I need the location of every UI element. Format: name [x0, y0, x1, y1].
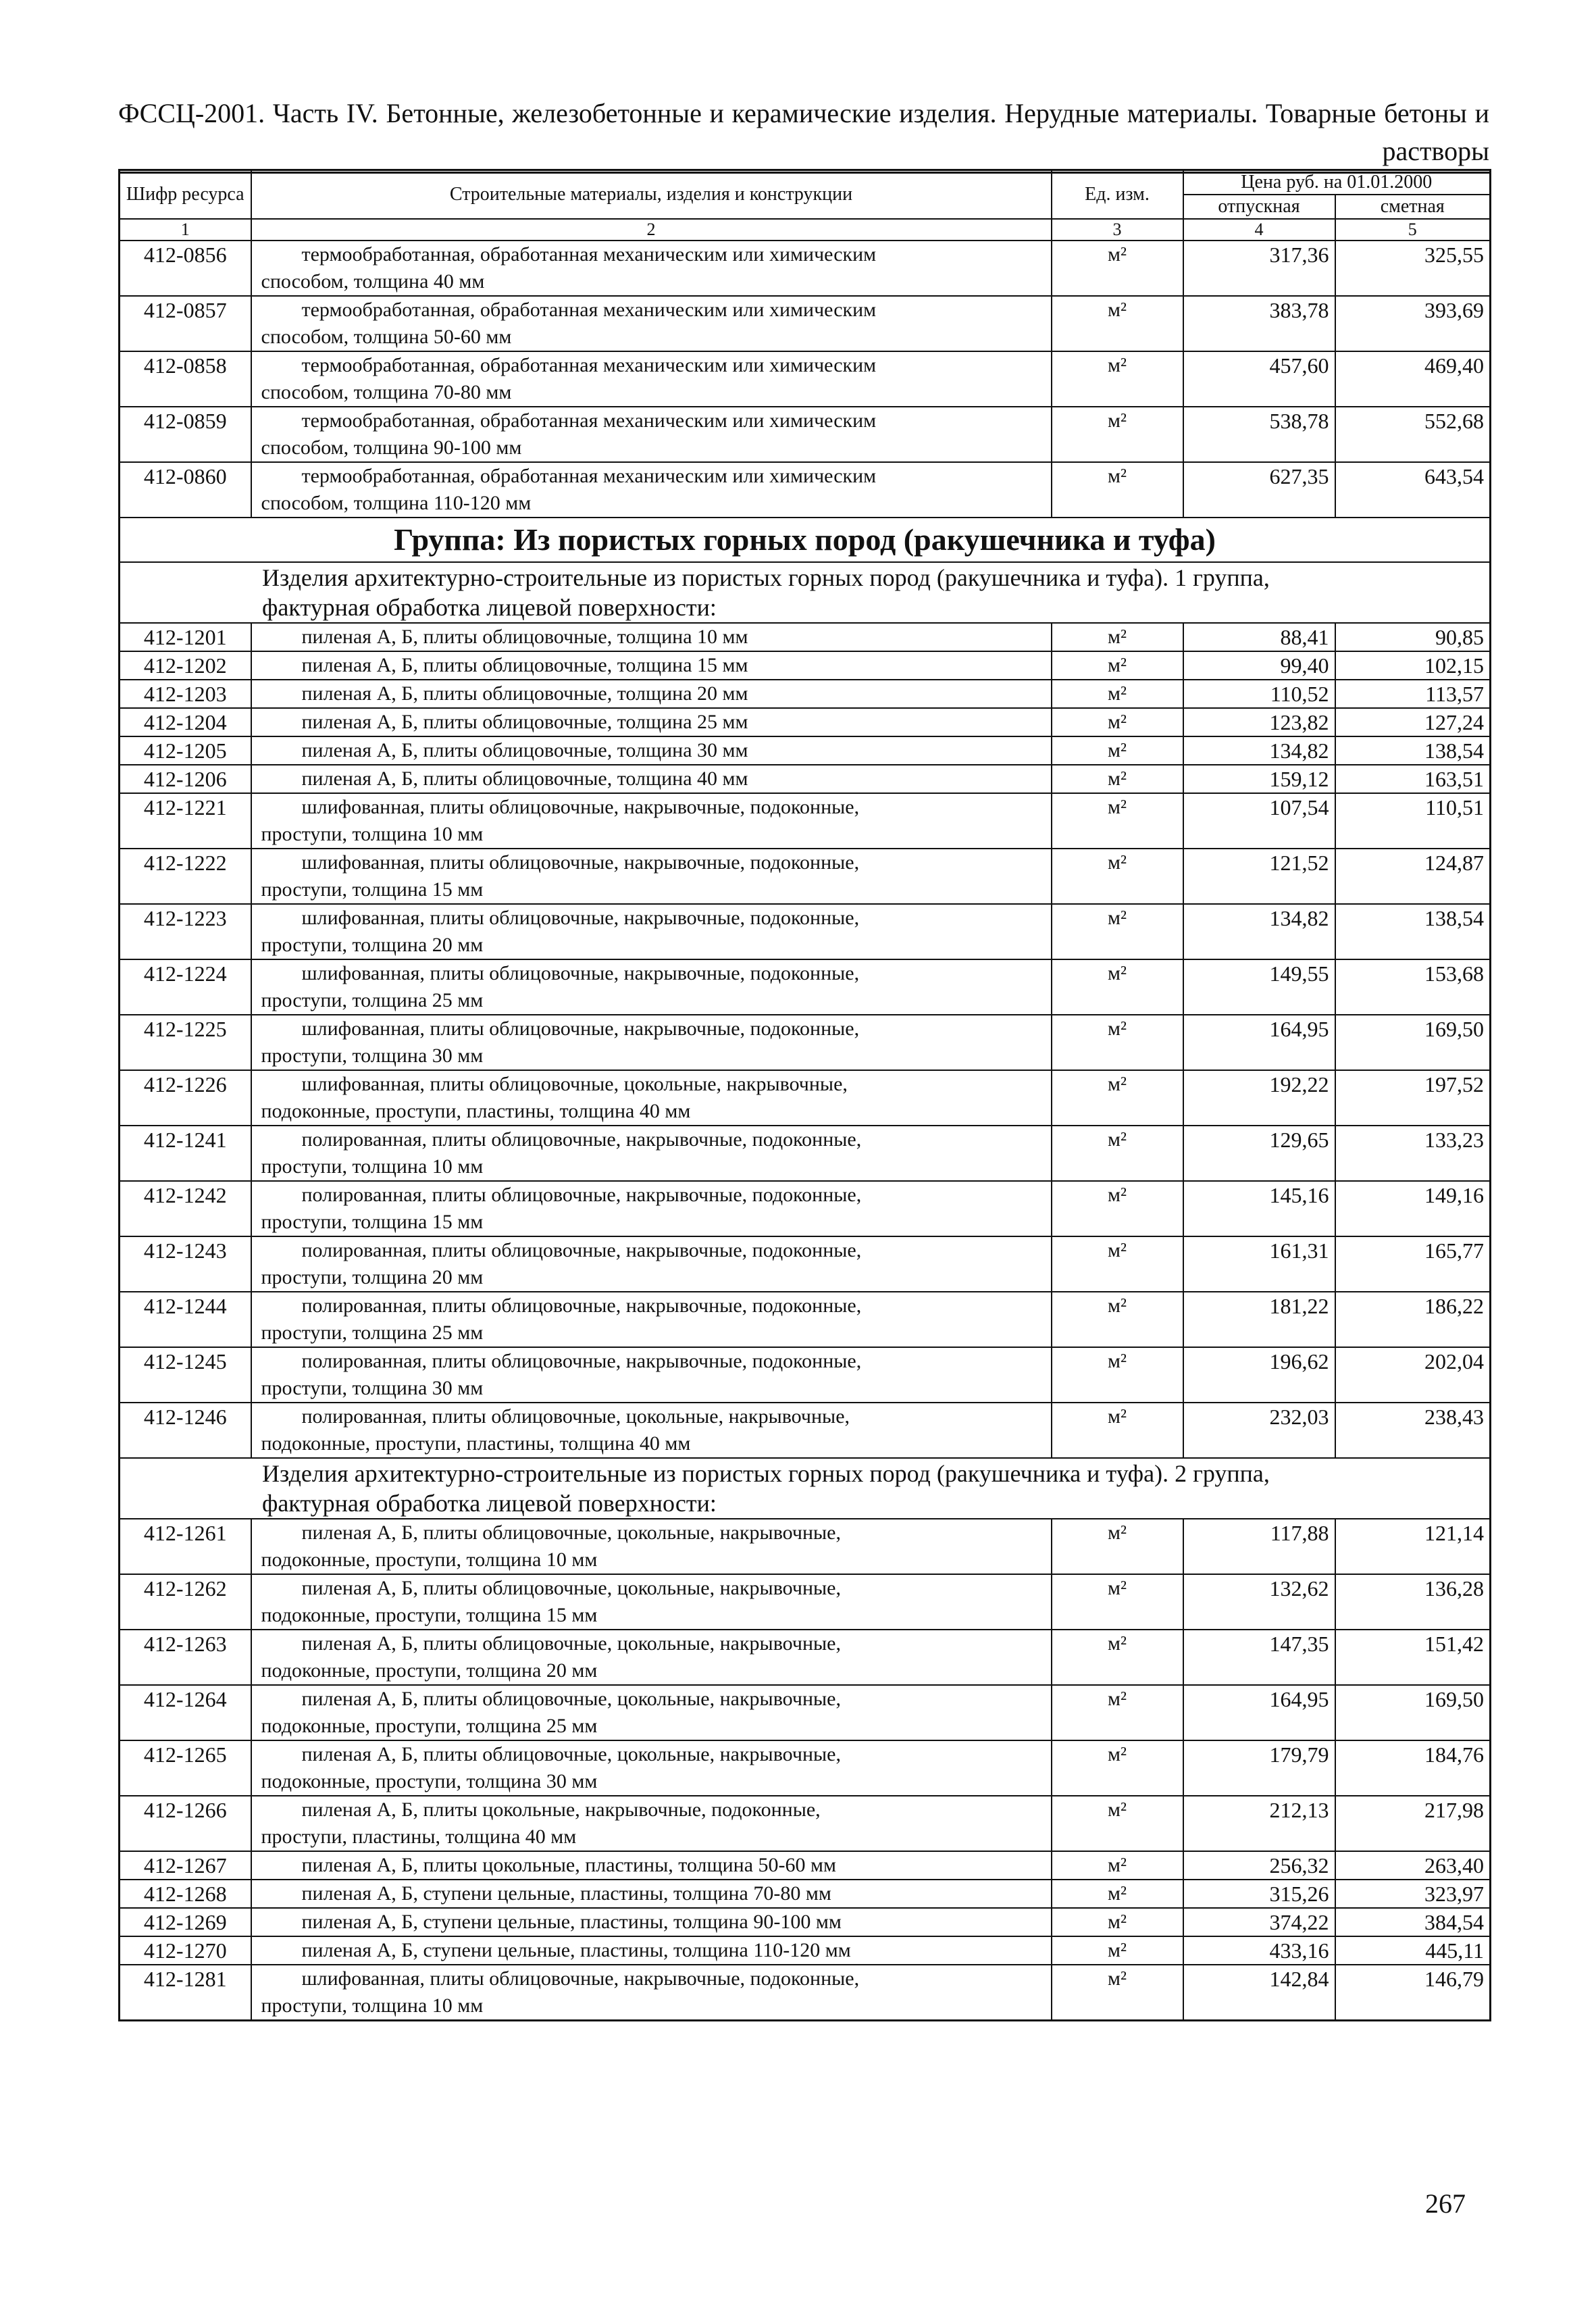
description-line: проступи, толщина 20 мм — [261, 934, 484, 956]
unit-of-measure: м² — [1052, 793, 1183, 849]
description-line: термообработанная, обработанная механическим или химическим — [301, 243, 877, 266]
item-description — [251, 1181, 1052, 1236]
estimate-price: 184,76 — [1335, 1740, 1491, 1796]
resource-code: 412-1270 — [120, 1936, 251, 1965]
item-description — [251, 765, 1052, 793]
resource-code: 412-1266 — [120, 1796, 251, 1851]
item-description — [251, 351, 1052, 407]
unit-of-measure: м² — [1052, 736, 1183, 765]
table-row — [120, 1574, 1491, 1630]
estimate-price: 186,22 — [1335, 1292, 1491, 1347]
column-header-price: Цена руб. на 01.01.2000 — [1183, 170, 1491, 195]
item-description — [251, 462, 1052, 518]
item-description — [251, 651, 1052, 680]
description-line: шлифованная, плиты облицовочные, накрывочные, подоконные, — [301, 1017, 860, 1040]
column-number: 5 — [1335, 219, 1491, 241]
description-line: пиленая А, Б, ступени цельные, пластины, толщина 70-80 мм — [301, 1882, 831, 1905]
description-line: пиленая А, Б, плиты цокольные, накрывочные, подоконные, — [301, 1799, 821, 1821]
unit-of-measure: м² — [1052, 1126, 1183, 1181]
description-line: пиленая А, Б, плиты облицовочные, цокольные, накрывочные, — [301, 1743, 841, 1765]
table-body-top — [120, 241, 1491, 518]
estimate-price: 169,50 — [1335, 1685, 1491, 1740]
subgroup-title-line: Изделия архитектурно-строительные из пористых горных пород (ракушечника и туфа). 2 группа, — [262, 1460, 1270, 1487]
description-line: пиленая А, Б, плиты облицовочные, цокольные, накрывочные, — [301, 1632, 841, 1655]
item-description — [251, 1880, 1052, 1908]
subgroup-row — [120, 562, 1491, 623]
item-description — [251, 407, 1052, 462]
description-line: полированная, плиты облицовочные, накрывочные, подоконные, — [301, 1128, 862, 1151]
item-description — [251, 1740, 1052, 1796]
item-description — [251, 1347, 1052, 1403]
description-line: пиленая А, Б, плиты облицовочные, толщина 10 мм — [301, 626, 748, 648]
release-price: 374,22 — [1183, 1908, 1335, 1936]
table-row — [120, 1630, 1491, 1685]
resource-code: 412-1245 — [120, 1347, 251, 1403]
description-line: способом, толщина 50-60 мм — [261, 326, 512, 348]
unit-of-measure: м² — [1052, 1908, 1183, 1936]
description-line: пиленая А, Б, плиты облицовочные, цокольные, накрывочные, — [301, 1688, 841, 1710]
unit-of-measure: м² — [1052, 1851, 1183, 1880]
table-row — [120, 1880, 1491, 1908]
estimate-price: 138,54 — [1335, 736, 1491, 765]
estimate-price: 90,85 — [1335, 623, 1491, 651]
description-line: пиленая А, Б, ступени цельные, пластины, толщина 110-120 мм — [301, 1939, 851, 1961]
description-line: полированная, плиты облицовочные, цокольные, накрывочные, — [301, 1405, 850, 1428]
subgroup2-section — [120, 1458, 1491, 1519]
resource-code: 412-1241 — [120, 1126, 251, 1181]
release-price: 433,16 — [1183, 1936, 1335, 1965]
table-row — [120, 1292, 1491, 1347]
unit-of-measure: м² — [1052, 296, 1183, 351]
item-description — [251, 623, 1052, 651]
table-row — [120, 959, 1491, 1015]
description-line: проступи, толщина 30 мм — [261, 1377, 484, 1399]
table-row — [120, 241, 1491, 296]
description-line: подоконные, проступи, пластины, толщина 40 мм — [261, 1100, 691, 1122]
release-price: 117,88 — [1183, 1519, 1335, 1574]
estimate-price: 138,54 — [1335, 904, 1491, 959]
item-description — [251, 1630, 1052, 1685]
description-line: шлифованная, плиты облицовочные, накрывочные, подоконные, — [301, 907, 860, 929]
estimate-price: 113,57 — [1335, 680, 1491, 708]
release-price: 107,54 — [1183, 793, 1335, 849]
table-row — [120, 1908, 1491, 1936]
description-line: проступи, толщина 25 мм — [261, 989, 484, 1011]
resource-code: 412-0858 — [120, 351, 251, 407]
estimate-price: 197,52 — [1335, 1070, 1491, 1126]
table-body-group1 — [120, 623, 1491, 1458]
unit-of-measure: м² — [1052, 1574, 1183, 1630]
release-price: 212,13 — [1183, 1796, 1335, 1851]
resource-code: 412-1262 — [120, 1574, 251, 1630]
table-row — [120, 1965, 1491, 2021]
page-header: ФССЦ-2001. Часть IV. Бетонные, железобетонные и керамические изделия. Нерудные материалы. Товарные бетоны и растворы — [118, 95, 1489, 174]
resource-code: 412-1224 — [120, 959, 251, 1015]
resource-code: 412-0859 — [120, 407, 251, 462]
column-header-code: Шифр ресурса — [120, 170, 251, 220]
estimate-price: 384,54 — [1335, 1908, 1491, 1936]
unit-of-measure: м² — [1052, 1015, 1183, 1070]
resource-code: 412-1226 — [120, 1070, 251, 1126]
description-line: проступи, пластины, толщина 40 мм — [261, 1826, 577, 1848]
resource-code: 412-1261 — [120, 1519, 251, 1574]
description-line: подоконные, проступи, пластины, толщина 40 мм — [261, 1432, 691, 1455]
item-description — [251, 1965, 1052, 2021]
resource-code: 412-0860 — [120, 462, 251, 518]
release-price: 142,84 — [1183, 1965, 1335, 2021]
resource-code: 412-1268 — [120, 1880, 251, 1908]
description-line: шлифованная, плиты облицовочные, накрывочные, подоконные, — [301, 796, 860, 818]
unit-of-measure: м² — [1052, 959, 1183, 1015]
description-line: проступи, толщина 25 мм — [261, 1322, 484, 1344]
estimate-price: 445,11 — [1335, 1936, 1491, 1965]
description-line: проступи, толщина 15 мм — [261, 878, 484, 901]
description-line: проступи, толщина 10 мм — [261, 1994, 484, 2017]
description-line: подоконные, проступи, толщина 30 мм — [261, 1770, 598, 1792]
unit-of-measure: м² — [1052, 1403, 1183, 1458]
subgroup-title-line: Изделия архитектурно-строительные из пористых горных пород (ракушечника и туфа). 1 группа, — [262, 564, 1270, 591]
release-price: 134,82 — [1183, 904, 1335, 959]
column-number-row — [120, 219, 1491, 241]
estimate-price: 151,42 — [1335, 1630, 1491, 1685]
unit-of-measure: м² — [1052, 1965, 1183, 2021]
subgroup-title — [120, 1458, 1491, 1519]
description-line: полированная, плиты облицовочные, накрывочные, подоконные, — [301, 1294, 862, 1317]
release-price: 159,12 — [1183, 765, 1335, 793]
release-price: 164,95 — [1183, 1685, 1335, 1740]
resource-code: 412-0857 — [120, 296, 251, 351]
estimate-price: 127,24 — [1335, 708, 1491, 736]
unit-of-measure: м² — [1052, 1181, 1183, 1236]
item-description — [251, 680, 1052, 708]
estimate-price: 238,43 — [1335, 1403, 1491, 1458]
table-row — [120, 680, 1491, 708]
resource-code: 412-1246 — [120, 1403, 251, 1458]
resource-code: 412-1202 — [120, 651, 251, 680]
description-line: пиленая А, Б, ступени цельные, пластины, толщина 90-100 мм — [301, 1911, 842, 1933]
unit-of-measure: м² — [1052, 1347, 1183, 1403]
unit-of-measure: м² — [1052, 241, 1183, 296]
description-line: подоконные, проступи, толщина 10 мм — [261, 1549, 598, 1571]
description-line: пиленая А, Б, плиты облицовочные, цокольные, накрывочные, — [301, 1577, 841, 1599]
unit-of-measure: м² — [1052, 680, 1183, 708]
description-line: способом, толщина 40 мм — [261, 270, 485, 293]
resource-code: 412-1206 — [120, 765, 251, 793]
resource-code: 412-1244 — [120, 1292, 251, 1347]
table-row — [120, 407, 1491, 462]
estimate-price: 325,55 — [1335, 241, 1491, 296]
column-number: 3 — [1052, 219, 1183, 241]
subgroup-row — [120, 1458, 1491, 1519]
table-row — [120, 1347, 1491, 1403]
table-row — [120, 793, 1491, 849]
unit-of-measure: м² — [1052, 623, 1183, 651]
item-description — [251, 1574, 1052, 1630]
release-price: 164,95 — [1183, 1015, 1335, 1070]
item-description — [251, 241, 1052, 296]
description-line: шлифованная, плиты облицовочные, накрывочные, подоконные, — [301, 851, 860, 874]
resource-code: 412-1204 — [120, 708, 251, 736]
estimate-price: 323,97 — [1335, 1880, 1491, 1908]
resource-code: 412-1221 — [120, 793, 251, 849]
item-description — [251, 1908, 1052, 1936]
resource-code: 412-1222 — [120, 849, 251, 904]
release-price: 181,22 — [1183, 1292, 1335, 1347]
table-row — [120, 1236, 1491, 1292]
column-header-name: Строительные материалы, изделия и конструкции — [251, 170, 1052, 220]
unit-of-measure: м² — [1052, 1936, 1183, 1965]
description-line: термообработанная, обработанная механическим или химическим — [301, 354, 877, 376]
resource-code: 412-1243 — [120, 1236, 251, 1292]
release-price: 123,82 — [1183, 708, 1335, 736]
table-row — [120, 1126, 1491, 1181]
description-line: проступи, толщина 30 мм — [261, 1045, 484, 1067]
unit-of-measure: м² — [1052, 765, 1183, 793]
release-price: 121,52 — [1183, 849, 1335, 904]
column-number: 1 — [120, 219, 251, 241]
description-line: термообработанная, обработанная механическим или химическим — [301, 299, 877, 321]
unit-of-measure: м² — [1052, 1685, 1183, 1740]
column-header-unit: Ед. изм. — [1052, 170, 1183, 220]
release-price: 99,40 — [1183, 651, 1335, 680]
table-row — [120, 849, 1491, 904]
item-description — [251, 1936, 1052, 1965]
table-row — [120, 296, 1491, 351]
column-number: 2 — [251, 219, 1052, 241]
description-line: проступи, толщина 15 мм — [261, 1211, 484, 1233]
item-description — [251, 1851, 1052, 1880]
description-line: способом, толщина 70-80 мм — [261, 381, 512, 403]
table-row — [120, 651, 1491, 680]
description-line: пиленая А, Б, плиты облицовочные, толщина 30 мм — [301, 739, 748, 761]
table-row — [120, 1519, 1491, 1574]
unit-of-measure: м² — [1052, 1070, 1183, 1126]
item-description — [251, 904, 1052, 959]
group-title-row — [120, 518, 1491, 562]
table-row — [120, 1685, 1491, 1740]
unit-of-measure: м² — [1052, 407, 1183, 462]
resource-code: 412-1225 — [120, 1015, 251, 1070]
release-price: 110,52 — [1183, 680, 1335, 708]
release-price: 192,22 — [1183, 1070, 1335, 1126]
description-line: подоконные, проступи, толщина 25 мм — [261, 1715, 598, 1737]
item-description — [251, 296, 1052, 351]
table-row — [120, 351, 1491, 407]
unit-of-measure: м² — [1052, 849, 1183, 904]
table-row — [120, 1796, 1491, 1851]
resource-code: 412-1203 — [120, 680, 251, 708]
table-row — [120, 904, 1491, 959]
resource-code: 412-1267 — [120, 1851, 251, 1880]
table-row — [120, 765, 1491, 793]
release-price: 256,32 — [1183, 1851, 1335, 1880]
table-body-group2 — [120, 1519, 1491, 2021]
release-price: 538,78 — [1183, 407, 1335, 462]
resource-code: 412-0856 — [120, 241, 251, 296]
item-description — [251, 849, 1052, 904]
resource-code: 412-1281 — [120, 1965, 251, 2021]
table-row — [120, 1851, 1491, 1880]
estimate-price: 165,77 — [1335, 1236, 1491, 1292]
page-number: 267 — [1425, 2188, 1466, 2219]
description-line: проступи, толщина 10 мм — [261, 823, 484, 845]
group-title: Группа: Из пористых горных пород (ракушечника и туфа) — [120, 518, 1491, 562]
description-line: проступи, толщина 10 мм — [261, 1155, 484, 1178]
estimate-price: 393,69 — [1335, 296, 1491, 351]
release-price: 317,36 — [1183, 241, 1335, 296]
estimate-price: 552,68 — [1335, 407, 1491, 462]
release-price: 149,55 — [1183, 959, 1335, 1015]
unit-of-measure: м² — [1052, 1740, 1183, 1796]
item-description — [251, 959, 1052, 1015]
release-price: 129,65 — [1183, 1126, 1335, 1181]
description-line: пиленая А, Б, плиты облицовочные, толщина 25 мм — [301, 711, 748, 733]
unit-of-measure: м² — [1052, 1880, 1183, 1908]
resource-code: 412-1263 — [120, 1630, 251, 1685]
item-description — [251, 708, 1052, 736]
item-description — [251, 736, 1052, 765]
resource-code: 412-1201 — [120, 623, 251, 651]
estimate-price: 643,54 — [1335, 462, 1491, 518]
resource-code: 412-1205 — [120, 736, 251, 765]
estimate-price: 133,23 — [1335, 1126, 1491, 1181]
description-line: полированная, плиты облицовочные, накрывочные, подоконные, — [301, 1184, 862, 1206]
item-description — [251, 1292, 1052, 1347]
estimate-price: 163,51 — [1335, 765, 1491, 793]
description-line: пиленая А, Б, плиты облицовочные, толщина 15 мм — [301, 654, 748, 676]
release-price: 147,35 — [1183, 1630, 1335, 1685]
column-header-estimate-price: сметная — [1335, 195, 1491, 219]
item-description — [251, 1126, 1052, 1181]
subgroup-title-line: фактурная обработка лицевой поверхности: — [262, 594, 717, 621]
description-line: способом, толщина 110-120 мм — [261, 492, 532, 514]
estimate-price: 121,14 — [1335, 1519, 1491, 1574]
estimate-price: 217,98 — [1335, 1796, 1491, 1851]
release-price: 383,78 — [1183, 296, 1335, 351]
unit-of-measure: м² — [1052, 1236, 1183, 1292]
unit-of-measure: м² — [1052, 1519, 1183, 1574]
release-price: 88,41 — [1183, 623, 1335, 651]
item-description — [251, 1519, 1052, 1574]
item-description — [251, 1796, 1052, 1851]
description-line: проступи, толщина 20 мм — [261, 1266, 484, 1288]
release-price: 132,62 — [1183, 1574, 1335, 1630]
table-row — [120, 736, 1491, 765]
estimate-price: 469,40 — [1335, 351, 1491, 407]
table-row — [120, 1936, 1491, 1965]
table-row — [120, 623, 1491, 651]
estimate-price: 149,16 — [1335, 1181, 1491, 1236]
table-row — [120, 1740, 1491, 1796]
table-row — [120, 1403, 1491, 1458]
price-table — [118, 169, 1491, 2021]
resource-code: 412-1264 — [120, 1685, 251, 1740]
unit-of-measure: м² — [1052, 1630, 1183, 1685]
estimate-price: 102,15 — [1335, 651, 1491, 680]
unit-of-measure: м² — [1052, 708, 1183, 736]
estimate-price: 153,68 — [1335, 959, 1491, 1015]
resource-code: 412-1242 — [120, 1181, 251, 1236]
release-price: 457,60 — [1183, 351, 1335, 407]
table-row — [120, 462, 1491, 518]
description-line: пиленая А, Б, плиты цокольные, пластины, толщина 50-60 мм — [301, 1854, 836, 1876]
unit-of-measure: м² — [1052, 1292, 1183, 1347]
subgroup-title — [120, 562, 1491, 623]
release-price: 315,26 — [1183, 1880, 1335, 1908]
table-row — [120, 708, 1491, 736]
column-number: 4 — [1183, 219, 1335, 241]
description-line: пиленая А, Б, плиты облицовочные, толщина 40 мм — [301, 768, 748, 790]
description-line: шлифованная, плиты облицовочные, накрывочные, подоконные, — [301, 1967, 860, 1990]
description-line: подоконные, проступи, толщина 15 мм — [261, 1604, 598, 1626]
item-description — [251, 1685, 1052, 1740]
description-line: полированная, плиты облицовочные, накрывочные, подоконные, — [301, 1239, 862, 1261]
resource-code: 412-1223 — [120, 904, 251, 959]
estimate-price: 202,04 — [1335, 1347, 1491, 1403]
release-price: 196,62 — [1183, 1347, 1335, 1403]
release-price: 627,35 — [1183, 462, 1335, 518]
release-price: 232,03 — [1183, 1403, 1335, 1458]
description-line: термообработанная, обработанная механическим или химическим — [301, 465, 877, 487]
release-price: 134,82 — [1183, 736, 1335, 765]
estimate-price: 169,50 — [1335, 1015, 1491, 1070]
description-line: пиленая А, Б, плиты облицовочные, цокольные, накрывочные, — [301, 1521, 841, 1544]
unit-of-measure: м² — [1052, 651, 1183, 680]
description-line: шлифованная, плиты облицовочные, цокольные, накрывочные, — [301, 1073, 848, 1095]
estimate-price: 110,51 — [1335, 793, 1491, 849]
description-line: шлифованная, плиты облицовочные, накрывочные, подоконные, — [301, 962, 860, 984]
resource-code: 412-1265 — [120, 1740, 251, 1796]
group-section — [120, 518, 1491, 623]
estimate-price: 136,28 — [1335, 1574, 1491, 1630]
table-header-row — [120, 170, 1491, 195]
unit-of-measure: м² — [1052, 351, 1183, 407]
estimate-price: 263,40 — [1335, 1851, 1491, 1880]
resource-code: 412-1269 — [120, 1908, 251, 1936]
table-row — [120, 1181, 1491, 1236]
release-price: 145,16 — [1183, 1181, 1335, 1236]
description-line: способом, толщина 90-100 мм — [261, 436, 522, 459]
item-description — [251, 1403, 1052, 1458]
description-line: пиленая А, Б, плиты облицовочные, толщина 20 мм — [301, 682, 748, 705]
description-line: подоконные, проступи, толщина 20 мм — [261, 1659, 598, 1682]
release-price: 179,79 — [1183, 1740, 1335, 1796]
item-description — [251, 1015, 1052, 1070]
estimate-price: 146,79 — [1335, 1965, 1491, 2021]
description-line: термообработанная, обработанная механическим или химическим — [301, 409, 877, 432]
item-description — [251, 1236, 1052, 1292]
table-row — [120, 1070, 1491, 1126]
unit-of-measure: м² — [1052, 904, 1183, 959]
estimate-price: 124,87 — [1335, 849, 1491, 904]
unit-of-measure: м² — [1052, 1796, 1183, 1851]
description-line: полированная, плиты облицовочные, накрывочные, подоконные, — [301, 1350, 862, 1372]
item-description — [251, 793, 1052, 849]
column-header-release-price: отпускная — [1183, 195, 1335, 219]
release-price: 161,31 — [1183, 1236, 1335, 1292]
subgroup-title-line: фактурная обработка лицевой поверхности: — [262, 1490, 717, 1517]
unit-of-measure: м² — [1052, 462, 1183, 518]
table-row — [120, 1015, 1491, 1070]
item-description — [251, 1070, 1052, 1126]
